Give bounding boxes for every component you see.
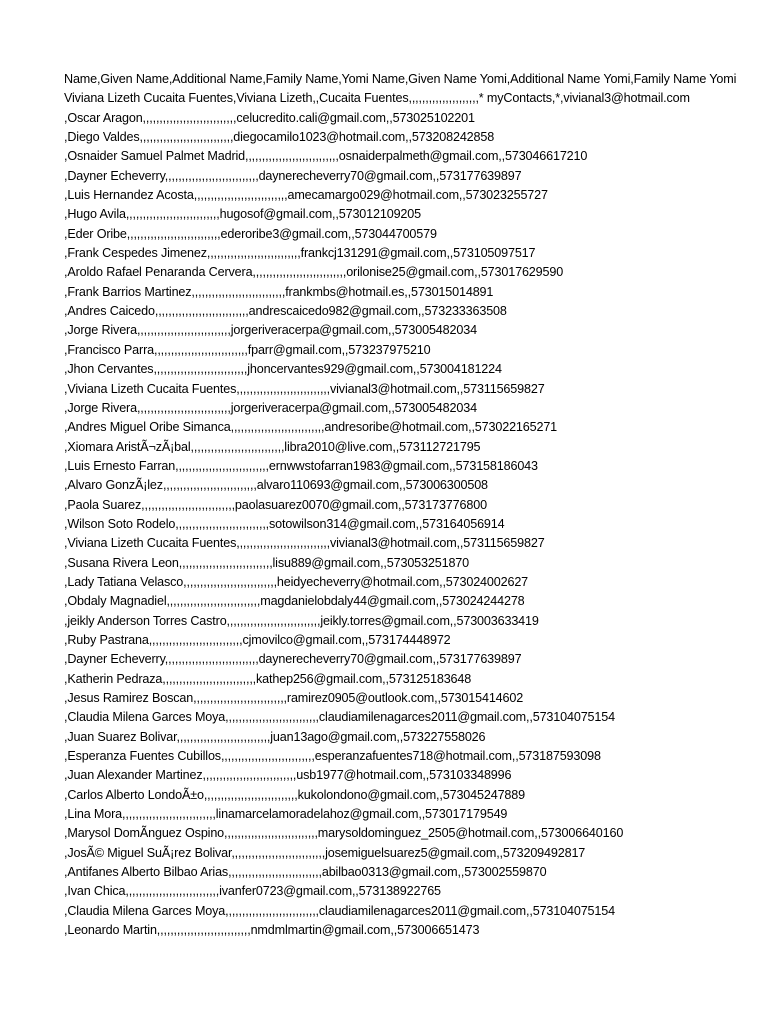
csv-contact-line: ,Claudia Milena Garces Moya,,,,,,,,,,,,,,,,,,,,,,,,,,,,claudiamilenagarces2011@gmail.com,,573104075154 [64,903,615,918]
csv-contact-line: ,Katherin Pedraza,,,,,,,,,,,,,,,,,,,,,,,,,,,,kathep256@gmail.com,,573125183648 [64,671,472,686]
csv-contact-line: ,Francisco Parra,,,,,,,,,,,,,,,,,,,,,,,,,,,,fparr@gmail.com,,573237975210 [64,342,431,357]
csv-contact-line: ,Diego Valdes,,,,,,,,,,,,,,,,,,,,,,,,,,,,diegocamilo1023@hotmail.com,,573208242858 [64,130,495,145]
csv-header-line: Name,Given Name,Additional Name,Family Name,Yomi Name,Given Name Yomi,Additional Name Yomi,Family Name Yomi [64,72,737,86]
csv-contact-line: ,jeikly Anderson Torres Castro,,,,,,,,,,,,,,,,,,,,,,,,,,,,jeikly.torres@gmail.com,,573003633419 [64,613,539,628]
csv-contact-line: ,Ivan Chica,,,,,,,,,,,,,,,,,,,,,,,,,,,,ivanfer0723@gmail.com,,573138922765 [64,884,441,899]
csv-contact-line: ,Lina Mora,,,,,,,,,,,,,,,,,,,,,,,,,,,,linamarcelamoradelahoz@gmail.com,,573017179549 [64,807,508,822]
csv-contact-line: ,Frank Cespedes Jimenez,,,,,,,,,,,,,,,,,,,,,,,,,,,,frankcj131291@gmail.com,,573105097517 [64,246,536,261]
csv-contact-line: ,Alvaro GonzÃ¡lez,,,,,,,,,,,,,,,,,,,,,,,,,,,,alvaro110693@gmail.com,,573006300508 [64,478,488,493]
csv-contact-line: ,Carlos Alberto LondoÃ±o,,,,,,,,,,,,,,,,,,,,,,,,,,,,kukolondono@gmail.com,,573045247889 [64,787,525,802]
csv-contact-line: ,Wilson Soto Rodelo,,,,,,,,,,,,,,,,,,,,,,,,,,,,sotowilson314@gmail.com,,573164056914 [64,516,505,531]
csv-contact-line: ,Marysol DomÃnguez Ospino,,,,,,,,,,,,,,,,,,,,,,,,,,,,marysoldominguez_2505@hotmail.com,,573006640160 [64,826,624,841]
csv-contact-line: ,Esperanza Fuentes Cubillos,,,,,,,,,,,,,,,,,,,,,,,,,,,,esperanzafuentes718@hotmail.com,,573187593098 [64,749,601,764]
csv-contact-line: ,Osnaider Samuel Palmet Madrid,,,,,,,,,,,,,,,,,,,,,,,,,,,,osnaiderpalmeth@gmail.com,,573046617210 [64,149,588,164]
csv-contact-line: ,Paola Suarez,,,,,,,,,,,,,,,,,,,,,,,,,,,,paolasuarez0070@gmail.com,,573173776800 [64,497,487,512]
csv-contact-line: ,Xiomara AristÃ¬zÃ¡bal,,,,,,,,,,,,,,,,,,,,,,,,,,,,libra2010@live.com,,573112721795 [64,439,481,454]
csv-contact-line: ,Jorge Rivera,,,,,,,,,,,,,,,,,,,,,,,,,,,,jorgeriveracerpa@gmail.com,,573005482034 [64,400,477,415]
csv-contact-line: ,Viviana Lizeth Cucaita Fuentes,,,,,,,,,,,,,,,,,,,,,,,,,,,,vivianal3@hotmail.com,,573115659827 [64,536,545,551]
csv-contact-line: ,Jesus Ramirez Boscan,,,,,,,,,,,,,,,,,,,,,,,,,,,,ramirez0905@outlook.com,,573015414602 [64,691,524,705]
csv-contact-line: ,Obdaly Magnadiel,,,,,,,,,,,,,,,,,,,,,,,,,,,,magdanielobdaly44@gmail.com,,573024244278 [64,594,525,609]
csv-contact-line: ,Susana Rivera Leon,,,,,,,,,,,,,,,,,,,,,,,,,,,,lisu889@gmail.com,,573053251870 [64,555,470,570]
csv-contact-line: ,Jorge Rivera,,,,,,,,,,,,,,,,,,,,,,,,,,,,jorgeriveracerpa@gmail.com,,573005482034 [64,323,477,338]
csv-contact-line: ,Frank Barrios Martinez,,,,,,,,,,,,,,,,,,,,,,,,,,,,frankmbs@hotmail.es,,573015014891 [64,284,494,299]
csv-contact-line: ,JosÃ© Miguel SuÃ¡rez Bolivar,,,,,,,,,,,,,,,,,,,,,,,,,,,,josemiguelsuarez5@gmail.com,,573209492817 [64,845,586,860]
csv-contact-line: ,Claudia Milena Garces Moya,,,,,,,,,,,,,,,,,,,,,,,,,,,,claudiamilenagarces2011@gmail.com,,573104075154 [64,710,615,725]
csv-contact-line: ,Dayner Echeverry,,,,,,,,,,,,,,,,,,,,,,,,,,,,daynerecheverry70@gmail.com,,573177639897 [64,168,522,183]
csv-contact-line: ,Luis Ernesto Farran,,,,,,,,,,,,,,,,,,,,,,,,,,,,ernwwstofarran1983@gmail.com,,573158186043 [64,458,538,473]
csv-contact-line: ,Leonardo Martin,,,,,,,,,,,,,,,,,,,,,,,,,,,,nmdmlmartin@gmail.com,,573006651473 [64,923,480,938]
csv-contact-line: ,Ruby Pastrana,,,,,,,,,,,,,,,,,,,,,,,,,,,,cjmovilco@gmail.com,,573174448972 [64,632,451,647]
csv-contact-line: ,Dayner Echeverry,,,,,,,,,,,,,,,,,,,,,,,,,,,,daynerecheverry70@gmail.com,,573177639897 [64,652,522,667]
csv-contact-line: ,Juan Suarez Bolivar,,,,,,,,,,,,,,,,,,,,,,,,,,,,juan13ago@gmail.com,,573227558026 [64,729,486,744]
csv-contact-line: ,Oscar Aragon,,,,,,,,,,,,,,,,,,,,,,,,,,,,celucredito.cali@gmail.com,,573025102201 [64,110,475,125]
csv-contact-line: ,Aroldo Rafael Penaranda Cervera,,,,,,,,,,,,,,,,,,,,,,,,,,,,orilonise25@gmail.com,,573017629590 [64,265,564,280]
csv-contact-line: ,Jhon Cervantes,,,,,,,,,,,,,,,,,,,,,,,,,,,,jhoncervantes929@gmail.com,,573004181224 [64,362,502,377]
csv-contacts-text [64,70,737,940]
csv-contact-line: ,Antifanes Alberto Bilbao Arias,,,,,,,,,,,,,,,,,,,,,,,,,,,,abilbao0313@gmail.com,,573002559870 [64,865,547,880]
csv-contact-line: ,Luis Hernandez Acosta,,,,,,,,,,,,,,,,,,,,,,,,,,,,amecamargo029@hotmail.com,,573023255727 [64,188,548,203]
csv-contact-line: ,Andres Caicedo,,,,,,,,,,,,,,,,,,,,,,,,,,,,andrescaicedo982@gmail.com,,573233363508 [64,304,507,319]
csv-contact-line: ,Andres Miguel Oribe Simanca,,,,,,,,,,,,,,,,,,,,,,,,,,,,andresoribe@hotmail.com,,573022165271 [64,420,558,435]
csv-contact-line: ,Hugo Avila,,,,,,,,,,,,,,,,,,,,,,,,,,,,hugosof@gmail.com,,573012109205 [64,207,421,222]
csv-contact-line: ,Eder Oribe,,,,,,,,,,,,,,,,,,,,,,,,,,,,ederoribe3@gmail.com,,573044700579 [64,226,437,241]
csv-contact-line: ,Lady Tatiana Velasco,,,,,,,,,,,,,,,,,,,,,,,,,,,,heidyecheverry@hotmail.com,,573024002627 [64,574,529,589]
csv-contact-line: ,Viviana Lizeth Cucaita Fuentes,,,,,,,,,,,,,,,,,,,,,,,,,,,,vivianal3@hotmail.com,,573115659827 [64,381,545,396]
csv-contact-line: ,Juan Alexander Martinez,,,,,,,,,,,,,,,,,,,,,,,,,,,,usb1977@hotmail.com,,573103348996 [64,768,512,783]
csv-contact-line: Viviana Lizeth Cucaita Fuentes,Viviana Lizeth,,Cucaita Fuentes,,,,,,,,,,,,,,,,,,,,,* myContacts,*,vivianal3@hotmail.com [64,91,690,106]
